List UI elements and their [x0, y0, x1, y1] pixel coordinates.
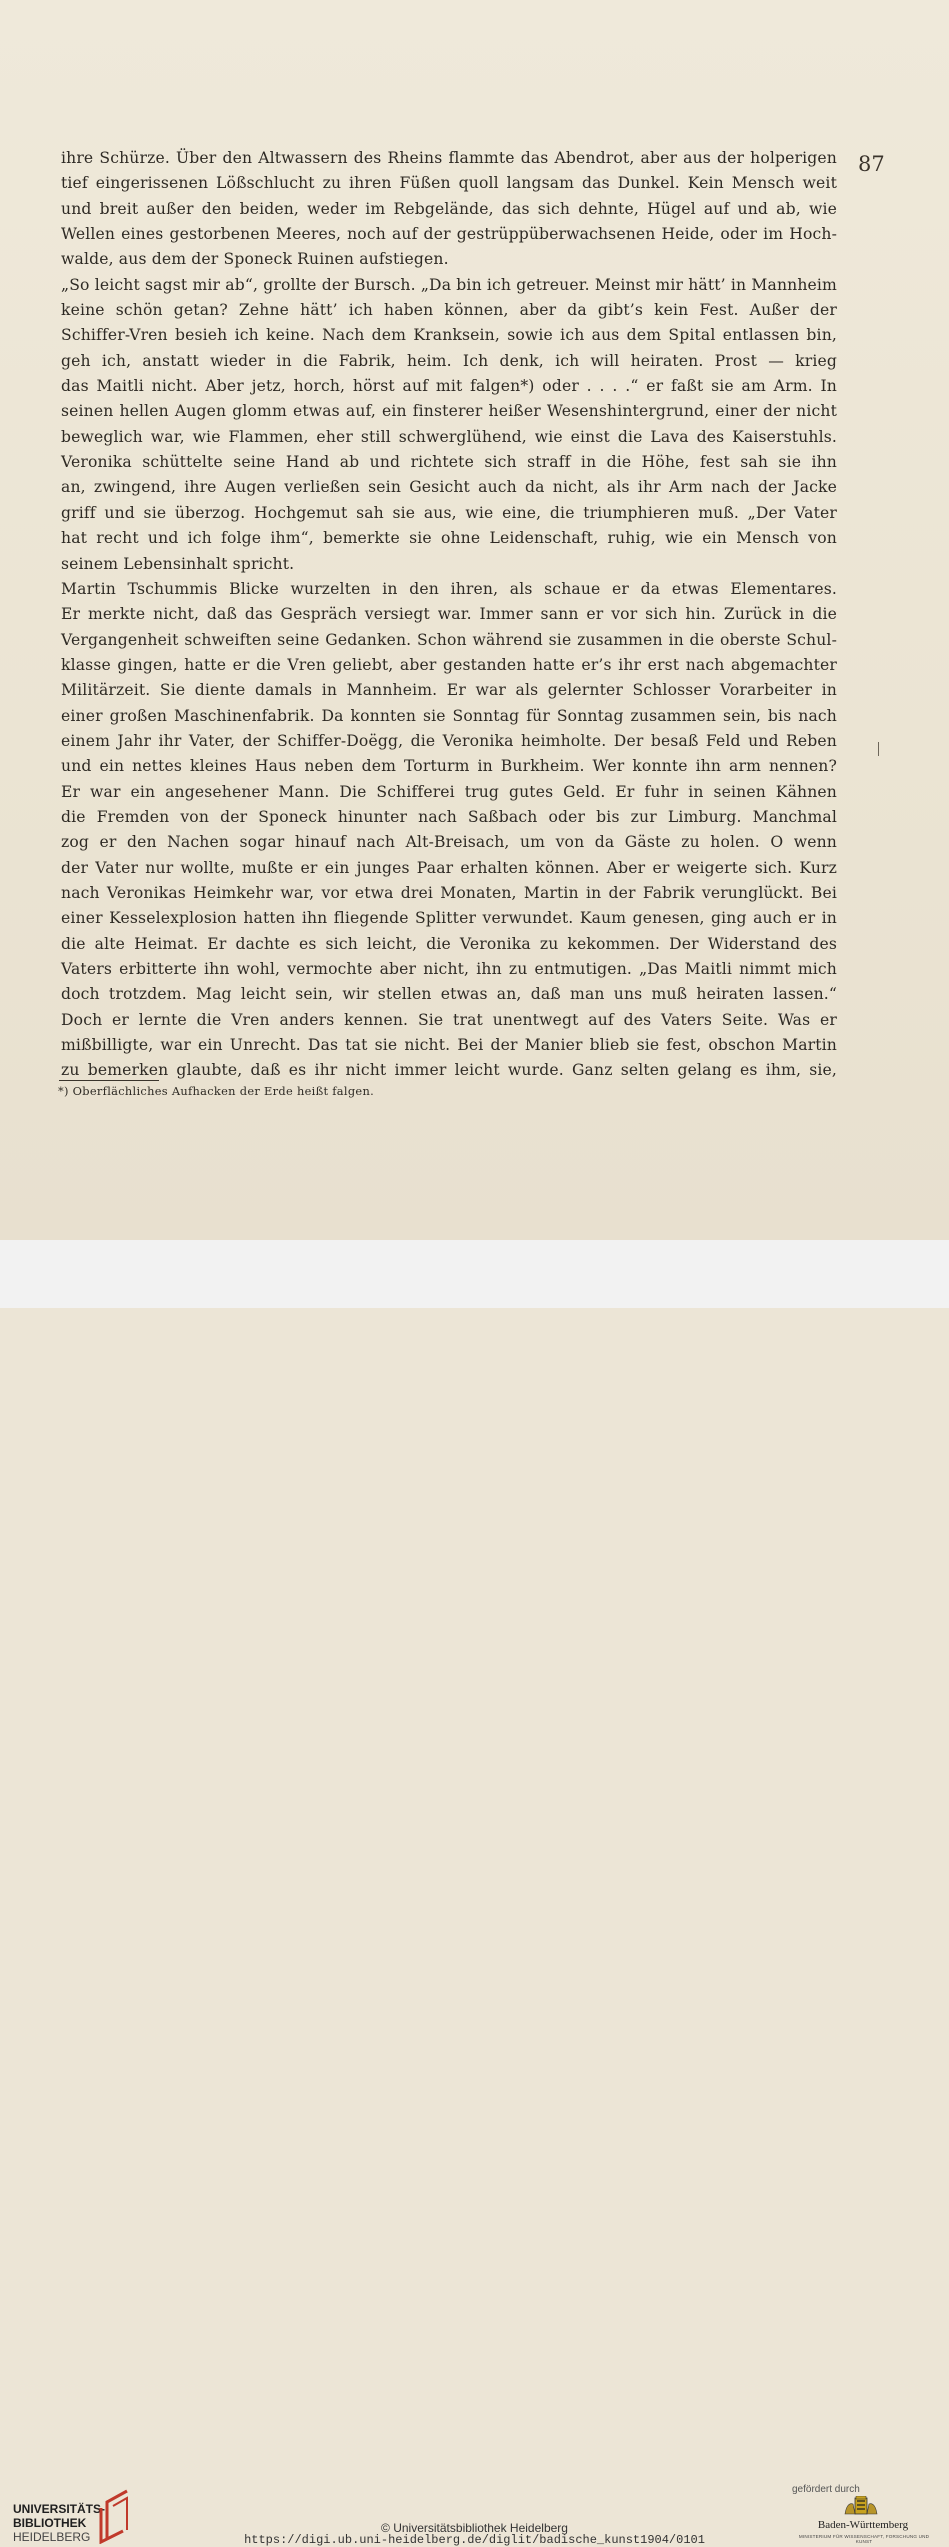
- scanned-page: [0, 0, 949, 1240]
- viewer-footer: [0, 1240, 949, 2547]
- text-line: der Vater nur wollte, mußte er ein junges Paar erhalten können. Aber er weigerte sich. Kurz: [61, 858, 837, 877]
- text-line: das Maitli nicht. Aber jetz, horch, hörst auf mit falgen*) oder . . . .“ er faßt sie am Arm. In: [61, 377, 837, 396]
- text-line: mißbilligte, war ein Unrecht. Das tat sie nicht. Bei der Manier blieb sie fest, obschon Martin: [61, 1036, 837, 1055]
- text-line: geh ich, anstatt wieder in die Fabrik, heim. Ich denk, ich will heiraten. Prost — krieg: [61, 351, 837, 370]
- text-line: seinen hellen Augen glomm etwas auf, ein finsterer heißer Wesenshintergrund, einer der nicht: [61, 402, 837, 421]
- text-line: tief eingerissenen Lößschlucht zu ihren Füßen quoll langsam das Dunkel. Kein Mensch weit: [61, 174, 837, 193]
- text-line: Schiffer-Vren besieh ich keine. Nach dem Kranksein, sowie ich aus dem Spital entlassen bin,: [61, 326, 837, 345]
- footnote: *) Oberflächliches Aufhacken der Erde heißt falgen.: [58, 1084, 375, 1098]
- text-line: Wellen eines gestorbenen Meeres, noch auf der gestrüppüberwachsenen Heide, oder im Hoch-: [61, 225, 837, 244]
- text-line: hat recht und ich folge ihm“, bemerkte sie ohne Leidenschaft, ruhig, wie ein Mensch von: [61, 529, 837, 548]
- text-line: zu bemerken glaubte, daß es ihr nicht immer leicht wurde. Ganz selten gelang es ihm, sie,: [61, 1061, 837, 1080]
- footnote-rule: [59, 1080, 159, 1081]
- copyright-text: © Universitätsbibliothek Heidelberg: [381, 2521, 568, 2535]
- page-number: 87: [858, 152, 885, 176]
- funder-subtitle: MINISTERIUM FÜR WISSENSCHAFT, FORSCHUNG UND KUNST: [798, 2534, 930, 2544]
- text-line: Vaters erbitterte ihn wohl, vermochte aber nicht, ihn zu entmutigen. „Das Maitli nimmt mich: [61, 960, 837, 978]
- text-line: einem Jahr ihr Vater, der Schiffer-Doëgg, die Veronika heimholte. Der besaß Feld und Reben: [61, 731, 837, 750]
- text-line: die Fremden von der Sponeck hinunter nach Saßbach oder bis zur Limburg. Manchmal: [61, 807, 837, 826]
- text-line: walde, aus dem der Sponeck Ruinen aufstiegen.: [61, 250, 449, 269]
- text-line: und breit außer den beiden, weder im Rebgelände, das sich dehnte, Hügel auf und ab, wie: [61, 199, 837, 218]
- coat-of-arms-icon: [843, 2496, 879, 2518]
- library-name-line3: HEIDELBERG: [13, 2530, 91, 2544]
- text-line: Militärzeit. Sie diente damals in Mannheim. Er war als gelernter Schlosser Vorarbeiter in: [61, 681, 837, 700]
- text-line: griff und sie überzog. Hochgemut sah sie aus, wie eine, die triumphieren muß. „Der Vater: [61, 503, 837, 522]
- text-line: Vergangenheit schweiften seine Gedanken. Schon während sie zusammen in die oberste Schul-: [61, 630, 837, 649]
- text-line: seinem Lebensinhalt spricht.: [61, 554, 295, 573]
- margin-mark: [878, 742, 879, 756]
- permalink-url[interactable]: https://digi.ub.uni-heidelberg.de/diglit/badische_kunst1904/0101: [244, 2533, 705, 2547]
- text-line: beweglich war, wie Flammen, eher still schwerglühend, wie einst die Lava des Kaiserstuhls.: [61, 427, 837, 446]
- library-name-line2: BIBLIOTHEK: [13, 2516, 87, 2530]
- text-line: an, zwingend, ihre Augen verließen sein Gesicht auch da nicht, als ihr Arm nach der Jacke: [61, 478, 837, 497]
- text-line: Er war ein angesehener Mann. Die Schifferei trug gutes Geld. Er fuhr in seinen Kähnen: [61, 782, 837, 801]
- text-line: klasse gingen, hatte er die Vren geliebt, aber gestanden hatte er’s ihr erst nach abgemachter: [61, 655, 837, 674]
- text-line: „So leicht sagst mir ab“, grollte der Bursch. „Da bin ich getreuer. Meinst mir hätt’ in Mannheim: [61, 275, 837, 294]
- funder-name: Baden-Württemberg: [817, 2519, 909, 2531]
- text-line: die alte Heimat. Er dachte es sich leicht, die Veronika zu kekommen. Der Widerstand des: [61, 934, 837, 953]
- body-text: [61, 146, 837, 1084]
- text-line: ihre Schürze. Über den Altwassern des Rheins flammte das Abendrot, aber aus der holperigen: [61, 149, 837, 167]
- funded-by-label: gefördert durch: [792, 2484, 860, 2495]
- text-line: Veronika schüttelte seine Hand ab und richtete sich straff in die Höhe, fest sah sie ihn: [61, 453, 837, 472]
- library-name-line1: UNIVERSITÄTS-: [13, 2502, 106, 2516]
- text-line: einer Kesselexplosion hatten ihn fliegende Splitter verwundet. Kaum genesen, ging auch er in: [61, 909, 837, 928]
- text-line: doch trotzdem. Mag leicht sein, wir stellen etwas an, daß man uns muß heiraten lassen.“: [61, 985, 837, 1004]
- text-line: Doch er lernte die Vren anders kennen. Sie trat unentwegt auf des Vaters Seite. Was er: [61, 1010, 837, 1029]
- text-line: und ein nettes kleines Haus neben dem Torturm in Burkheim. Wer konnte ihn arm nennen?: [61, 757, 837, 776]
- text-line: nach Veronikas Heimkehr war, vor etwa drei Monaten, Martin in der Fabrik verunglückt. Bei: [61, 883, 837, 902]
- text-line: Martin Tschummis Blicke wurzelten in den ihren, als schaue er da etwas Elementares.: [61, 579, 837, 598]
- text-line: Er merkte nicht, daß das Gespräch versiegt war. Immer sann er vor sich hin. Zurück in die: [61, 605, 837, 624]
- text-line: keine schön getan? Zehne hätt’ ich haben können, aber da gibt’s kein Fest. Außer der: [61, 301, 837, 320]
- text-line: einer großen Maschinenfabrik. Da konnten sie Sonntag für Sonntag zusammen sein, bis nach: [61, 706, 837, 725]
- text-line: zog er den Nachen sogar hinauf nach Alt-Breisach, um von da Gäste zu holen. O wenn: [61, 833, 837, 852]
